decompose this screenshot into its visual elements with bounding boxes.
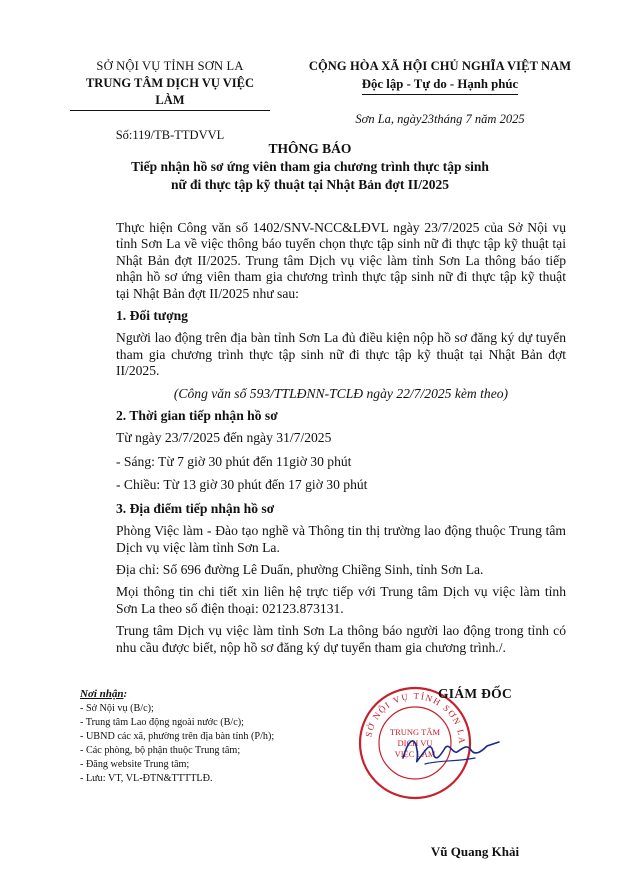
closing-paragraph: Trung tâm Dịch vụ việc làm tỉnh Sơn La thông báo người lao động trong tỉnh có nhu cầu được biết, nộp hồ sơ đăng ký dự tuyển tham gia chương trình./.: [116, 623, 566, 655]
seal-center-line2: DỊCH VỤ: [397, 738, 433, 748]
title-main: THÔNG BÁO: [268, 141, 352, 156]
recipient-item: - UBND các xã, phường trên địa bàn tỉnh (P/h);: [80, 731, 275, 742]
recipient-item: - Đăng website Trung tâm;: [80, 759, 190, 770]
document-number: Số:119/TB-TTDVVL: [115, 128, 225, 142]
seal-center-line3: VIỆC LÀM: [394, 749, 436, 759]
section-1-heading: 1. Đối tượng: [116, 308, 188, 324]
national-title: CỘNG HÒA XÃ HỘI CHỦ NGHĨA VIỆT NAM: [308, 59, 572, 73]
recipient-item: - Trung tâm Lao động ngoài nước (B/c);: [80, 717, 244, 728]
title-sub-line2: nữ đi thực tập kỹ thuật tại Nhật Bản đợt II/2025: [171, 177, 449, 192]
recipient-item: - Sở Nội vụ (B/c);: [80, 703, 154, 714]
section-2-heading: 2. Thời gian tiếp nhận hồ sơ: [116, 408, 278, 424]
section-3-address: Địa chỉ: Số 696 đường Lê Duẩn, phường Chiềng Sinh, tỉnh Sơn La.: [116, 561, 484, 577]
title-sub-line1: Tiếp nhận hồ sơ ứng viên tham gia chương trình thực tập sinh: [131, 159, 489, 174]
section-3-heading: 3. Địa điểm tiếp nhận hồ sơ: [116, 500, 275, 516]
signer-name: Vũ Quang Khải: [430, 844, 520, 859]
document-title: [60, 140, 560, 194]
section-1-text: Người lao động trên địa bàn tỉnh Sơn La đủ điều kiện nộp hồ sơ đăng ký dự tuyển tham gia chương trình thực tập sinh nữ đi thực tập kỹ thuật tại Nhật Bản đợt II/2025.: [116, 330, 566, 379]
seal-ring-text: SỞ NỘI VỤ TỈNH SƠN LA: [363, 690, 468, 746]
issue-date: Sơn La, ngày23tháng 7 năm 2025: [355, 112, 525, 126]
parent-agency: SỞ NỘI VỤ TỈNH SƠN LA: [96, 59, 244, 73]
document-body: [116, 220, 566, 662]
recipients-block: [80, 687, 360, 786]
issuing-agency: TRUNG TÂM DỊCH VỤ VIỆC LÀM: [70, 75, 270, 111]
section-2-morning: - Sáng: Từ 7 giờ 30 phút đến 11giờ 30 phút: [116, 453, 352, 469]
recipients-heading: [80, 687, 360, 702]
issuer-header: [70, 58, 270, 143]
signer-title: GIÁM ĐỐC: [437, 686, 513, 701]
section-2-afternoon: - Chiều: Từ 13 giờ 30 phút đến 17 giờ 30 phút: [116, 477, 368, 493]
recipient-item: - Các phòng, bộ phận thuộc Trung tâm;: [80, 745, 241, 756]
seal-center-line1: TRUNG TÂM: [389, 727, 441, 737]
section-1-reference: (Công văn số 593/TTLĐNN-TCLĐ ngày 22/7/2025 kèm theo): [173, 385, 509, 401]
national-header: [300, 58, 580, 127]
section-2-range: Từ ngày 23/7/2025 đến ngày 31/7/2025: [116, 430, 332, 446]
handwritten-signature: [395, 728, 505, 773]
recipient-item: - Lưu: VT, VL-ĐTN&TTTTLĐ.: [80, 773, 213, 784]
recipients-title-colon: :: [123, 688, 128, 700]
section-3-contact: Mọi thông tin chi tiết xin liên hệ trực tiếp với Trung tâm Dịch vụ việc làm tỉnh Sơn La theo số điện thoại: 02123.873131.: [116, 584, 566, 616]
section-3-place: Phòng Việc làm - Đào tạo nghề và Thông tin thị trường lao động thuộc Trung tâm Dịch vụ việc làm tỉnh Sơn La.: [116, 523, 566, 555]
intro-paragraph: Thực hiện Công văn số 1402/SNV-NCC&LĐVL ngày 23/7/2025 của Sở Nội vụ tỉnh Sơn La về việc thông báo tuyển chọn thực tập sinh nữ đi thực tập kỹ thuật tại Nhật Bản đợt II/2025. Trung tâm Dịch vụ việc làm tỉnh Sơn La thông báo tiếp nhận hồ sơ ứng viên tham gia chương trình thực tập sinh nữ đi thực tập kỹ thuật tại Nhật Bản đợt II/2025 như sau:: [116, 220, 566, 301]
recipients-title: Nơi nhận: [80, 688, 124, 700]
national-motto: Độc lập - Tự do - Hạnh phúc: [362, 76, 518, 95]
